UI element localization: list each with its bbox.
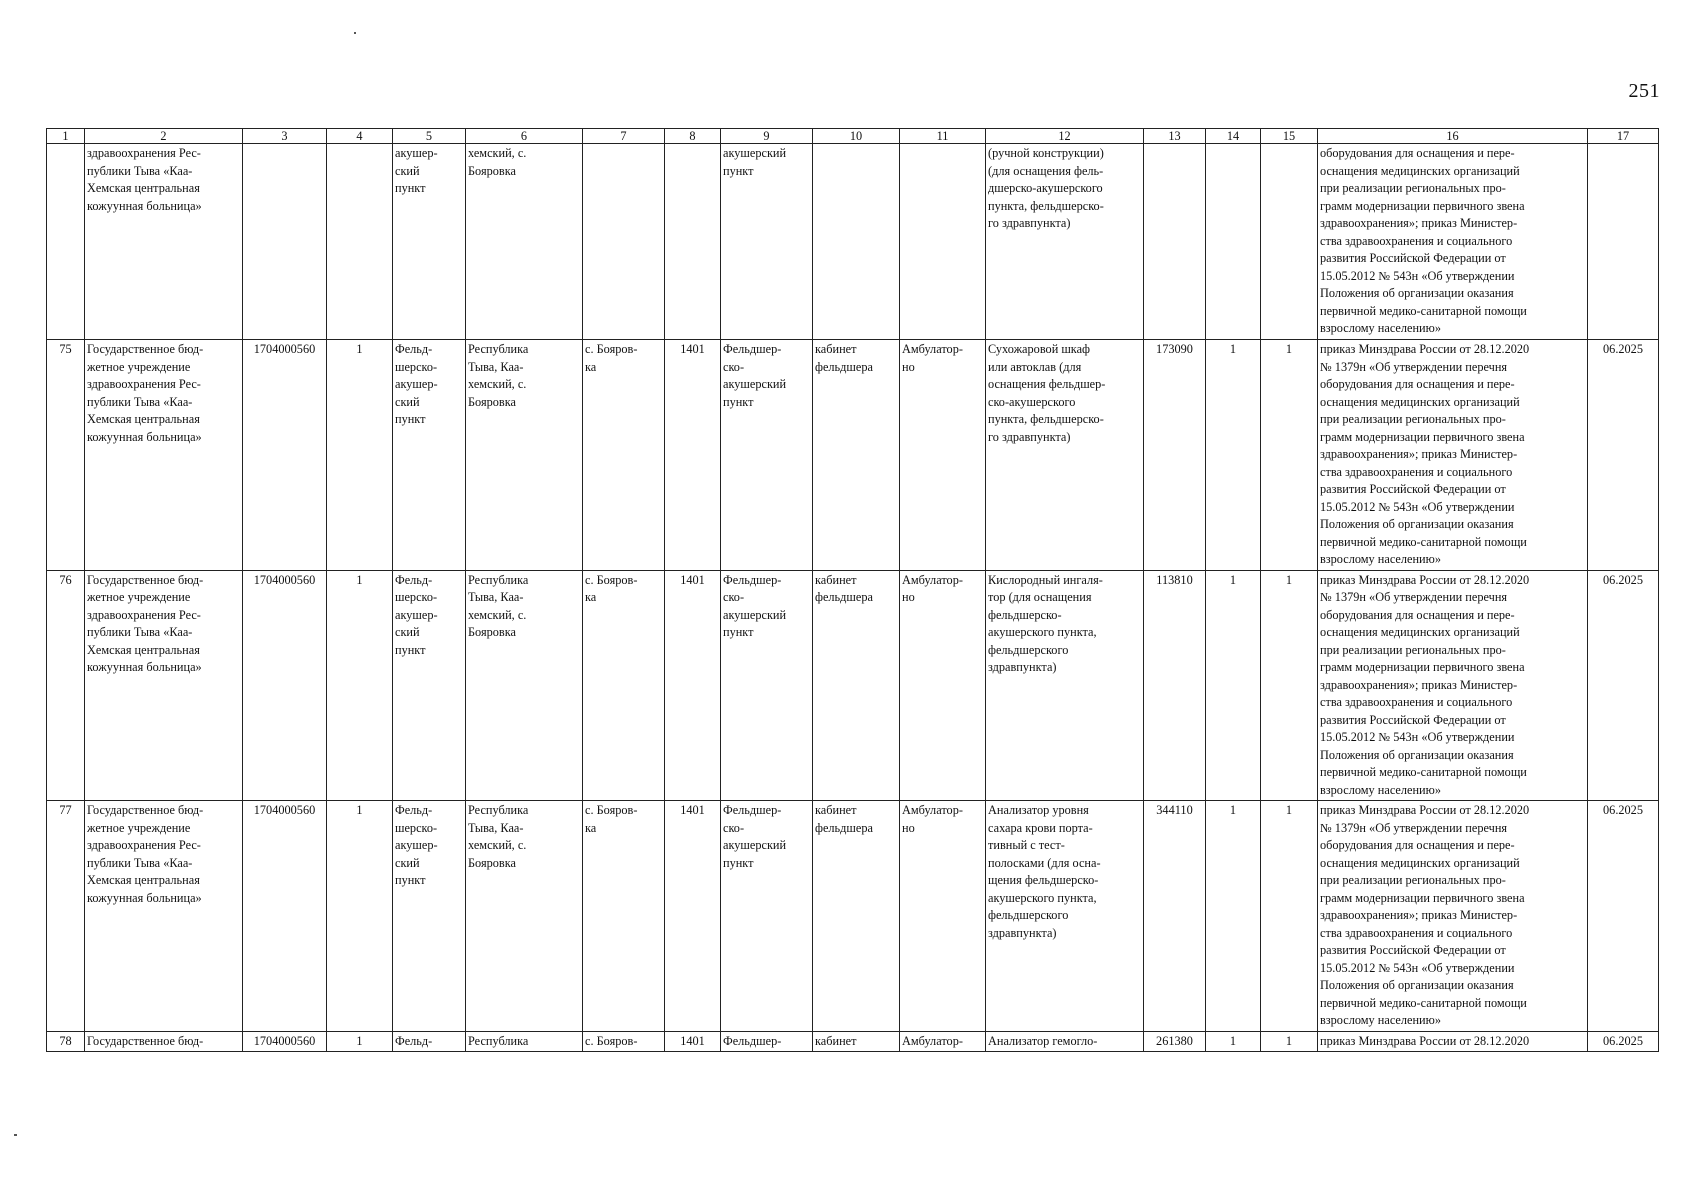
care-mode-cell: Амбулатор- но	[900, 801, 986, 1032]
row-number-cell: 78	[47, 1031, 85, 1052]
address-cell: хемский, с. Бояровка	[466, 144, 583, 340]
quantity-cell: 1	[1261, 340, 1318, 571]
legal-basis-cell: приказ Минздрава России от 28.12.2020 № 1379н «Об утверждении перечня оборудования для оснащения и пере- оснащения медицинских организаций при реализации региональных про- грамм модернизации первичного звена здравоохранения»; приказ Министер- ства здравоохранения и социального развития Российской Федерации от 15.05.2012 № 543н «Об утверждении Положения об организации оказания первичной медико-санитарной помощи взрослому населению»	[1318, 340, 1588, 571]
locality-cell: с. Бояров- ка	[583, 340, 665, 571]
column-number: 7	[583, 129, 665, 144]
date-cell: 06.2025	[1588, 570, 1659, 801]
equipment-cell: Анализатор гемогло-	[986, 1031, 1144, 1052]
quantity-cell	[1206, 144, 1261, 340]
scan-speck	[14, 1134, 17, 1136]
date-cell: 06.2025	[1588, 801, 1659, 1032]
department-cell: Фельдшер- ско- акушерский пункт	[721, 340, 813, 571]
room-cell: кабинет фельдшера	[813, 570, 900, 801]
column-number: 12	[986, 129, 1144, 144]
room-cell: кабинет фельдшера	[813, 340, 900, 571]
table-row	[47, 144, 1659, 340]
unit-type-cell: Фельд- шерско- акушер- ский пункт	[393, 801, 466, 1032]
column-number: 14	[1206, 129, 1261, 144]
organization-cell: Государственное бюд- жетное учреждение здравоохранения Рес- публики Тыва «Каа- Хемская центральная кожуунная больница»	[85, 340, 243, 571]
code-cell: 1704000560	[243, 801, 327, 1032]
code-cell: 1401	[665, 570, 721, 801]
address-cell: Республика Тыва, Каа- хемский, с. Бояровка	[466, 801, 583, 1032]
equipment-cell: Кислородный ингаля- тор (для оснащения фельдшерско- акушерского пункта, фельдшерского здравпункта)	[986, 570, 1144, 801]
equipment-cell: Анализатор уровня сахара крови порта- тивный с тест- полосками (для осна- щения фельдшерско- акушерского пункта, фельдшерского здравпункта)	[986, 801, 1144, 1032]
code-cell: 1401	[665, 1031, 721, 1052]
organization-cell: Государственное бюд- жетное учреждение здравоохранения Рес- публики Тыва «Каа- Хемская центральная кожуунная больница»	[85, 801, 243, 1032]
quantity-cell: 1	[1206, 1031, 1261, 1052]
column-number: 11	[900, 129, 986, 144]
column-number: 17	[1588, 129, 1659, 144]
table-row	[47, 1031, 1659, 1052]
scan-speck	[354, 32, 356, 34]
column-number: 2	[85, 129, 243, 144]
quantity-cell: 1	[1206, 570, 1261, 801]
table-row	[47, 570, 1659, 801]
column-number: 8	[665, 129, 721, 144]
column-number: 3	[243, 129, 327, 144]
count-cell: 1	[327, 570, 393, 801]
count-cell: 1	[327, 340, 393, 571]
page-number: 251	[1628, 80, 1660, 102]
equipment-cell: Сухожаровой шкаф или автоклав (для оснащения фельдшер- ско-акушерского пункта, фельдшерско- го здравпункта)	[986, 340, 1144, 571]
column-number: 9	[721, 129, 813, 144]
date-cell: 06.2025	[1588, 1031, 1659, 1052]
code-cell: 1704000560	[243, 1031, 327, 1052]
department-cell: Фельдшер- ско- акушерский пункт	[721, 570, 813, 801]
column-number: 6	[466, 129, 583, 144]
unit-type-cell: Фельд- шерско- акушер- ский пункт	[393, 570, 466, 801]
room-cell: кабинет	[813, 1031, 900, 1052]
care-mode-cell: Амбулатор-	[900, 1031, 986, 1052]
locality-cell: с. Бояров- ка	[583, 801, 665, 1032]
locality-cell	[583, 144, 665, 340]
department-cell: Фельдшер- ско- акушерский пункт	[721, 801, 813, 1032]
code-cell	[665, 144, 721, 340]
locality-cell: с. Бояров- ка	[583, 570, 665, 801]
count-cell: 1	[327, 1031, 393, 1052]
equipment-code-cell: 261380	[1144, 1031, 1206, 1052]
unit-type-cell: Фельд-	[393, 1031, 466, 1052]
legal-basis-cell: оборудования для оснащения и пере- оснащения медицинских организаций при реализации региональных про- грамм модернизации первичного звена здравоохранения»; приказ Министер- ства здравоохранения и социального развития Российской Федерации от 15.05.2012 № 543н «Об утверждении Положения об организации оказания первичной медико-санитарной помощи взрослому населению»	[1318, 144, 1588, 340]
equipment-code-cell: 173090	[1144, 340, 1206, 571]
unit-type-cell: Фельд- шерско- акушер- ский пункт	[393, 340, 466, 571]
address-cell: Республика	[466, 1031, 583, 1052]
organization-cell: Государственное бюд-	[85, 1031, 243, 1052]
equipment-code-cell: 113810	[1144, 570, 1206, 801]
equipment-code-cell: 344110	[1144, 801, 1206, 1032]
locality-cell: с. Бояров-	[583, 1031, 665, 1052]
care-mode-cell: Амбулатор- но	[900, 340, 986, 571]
department-cell: Фельдшер-	[721, 1031, 813, 1052]
code-cell	[243, 144, 327, 340]
date-cell: 06.2025	[1588, 340, 1659, 571]
address-cell: Республика Тыва, Каа- хемский, с. Бояровка	[466, 570, 583, 801]
column-number: 16	[1318, 129, 1588, 144]
care-mode-cell: Амбулатор- но	[900, 570, 986, 801]
code-cell: 1401	[665, 340, 721, 571]
table-row	[47, 340, 1659, 571]
care-mode-cell	[900, 144, 986, 340]
equipment-table	[46, 128, 1659, 1052]
department-cell: акушерский пункт	[721, 144, 813, 340]
quantity-cell: 1	[1261, 1031, 1318, 1052]
code-cell: 1401	[665, 801, 721, 1032]
column-number: 5	[393, 129, 466, 144]
row-number-cell: 77	[47, 801, 85, 1032]
address-cell: Республика Тыва, Каа- хемский, с. Бояровка	[466, 340, 583, 571]
organization-cell: Государственное бюд- жетное учреждение здравоохранения Рес- публики Тыва «Каа- Хемская центральная кожуунная больница»	[85, 570, 243, 801]
column-number: 1	[47, 129, 85, 144]
organization-cell: здравоохранения Рес- публики Тыва «Каа- Хемская центральная кожуунная больница»	[85, 144, 243, 340]
row-number-cell	[47, 144, 85, 340]
count-cell: 1	[327, 801, 393, 1032]
legal-basis-cell: приказ Минздрава России от 28.12.2020 № 1379н «Об утверждении перечня оборудования для оснащения и пере- оснащения медицинских организаций при реализации региональных про- грамм модернизации первичного звена здравоохранения»; приказ Министер- ства здравоохранения и социального развития Российской Федерации от 15.05.2012 № 543н «Об утверждении Положения об организации оказания первичной медико-санитарной помощи взрослому населению»	[1318, 570, 1588, 801]
column-number: 15	[1261, 129, 1318, 144]
date-cell	[1588, 144, 1659, 340]
column-number-row	[47, 129, 1659, 144]
quantity-cell: 1	[1206, 801, 1261, 1032]
legal-basis-cell: приказ Минздрава России от 28.12.2020	[1318, 1031, 1588, 1052]
column-number: 13	[1144, 129, 1206, 144]
room-cell	[813, 144, 900, 340]
code-cell: 1704000560	[243, 340, 327, 571]
column-number: 4	[327, 129, 393, 144]
quantity-cell	[1261, 144, 1318, 340]
quantity-cell: 1	[1206, 340, 1261, 571]
count-cell	[327, 144, 393, 340]
quantity-cell: 1	[1261, 801, 1318, 1032]
row-number-cell: 76	[47, 570, 85, 801]
legal-basis-cell: приказ Минздрава России от 28.12.2020 № 1379н «Об утверждении перечня оборудования для оснащения и пере- оснащения медицинских организаций при реализации региональных про- грамм модернизации первичного звена здравоохранения»; приказ Министер- ства здравоохранения и социального развития Российской Федерации от 15.05.2012 № 543н «Об утверждении Положения об организации оказания первичной медико-санитарной помощи взрослому населению»	[1318, 801, 1588, 1032]
equipment-cell: (ручной конструкции) (для оснащения фель- дшерско-акушерского пункта, фельдшерско- го здравпункта)	[986, 144, 1144, 340]
column-number: 10	[813, 129, 900, 144]
room-cell: кабинет фельдшера	[813, 801, 900, 1032]
code-cell: 1704000560	[243, 570, 327, 801]
quantity-cell: 1	[1261, 570, 1318, 801]
unit-type-cell: акушер- ский пункт	[393, 144, 466, 340]
equipment-code-cell	[1144, 144, 1206, 340]
table-row	[47, 801, 1659, 1032]
row-number-cell: 75	[47, 340, 85, 571]
